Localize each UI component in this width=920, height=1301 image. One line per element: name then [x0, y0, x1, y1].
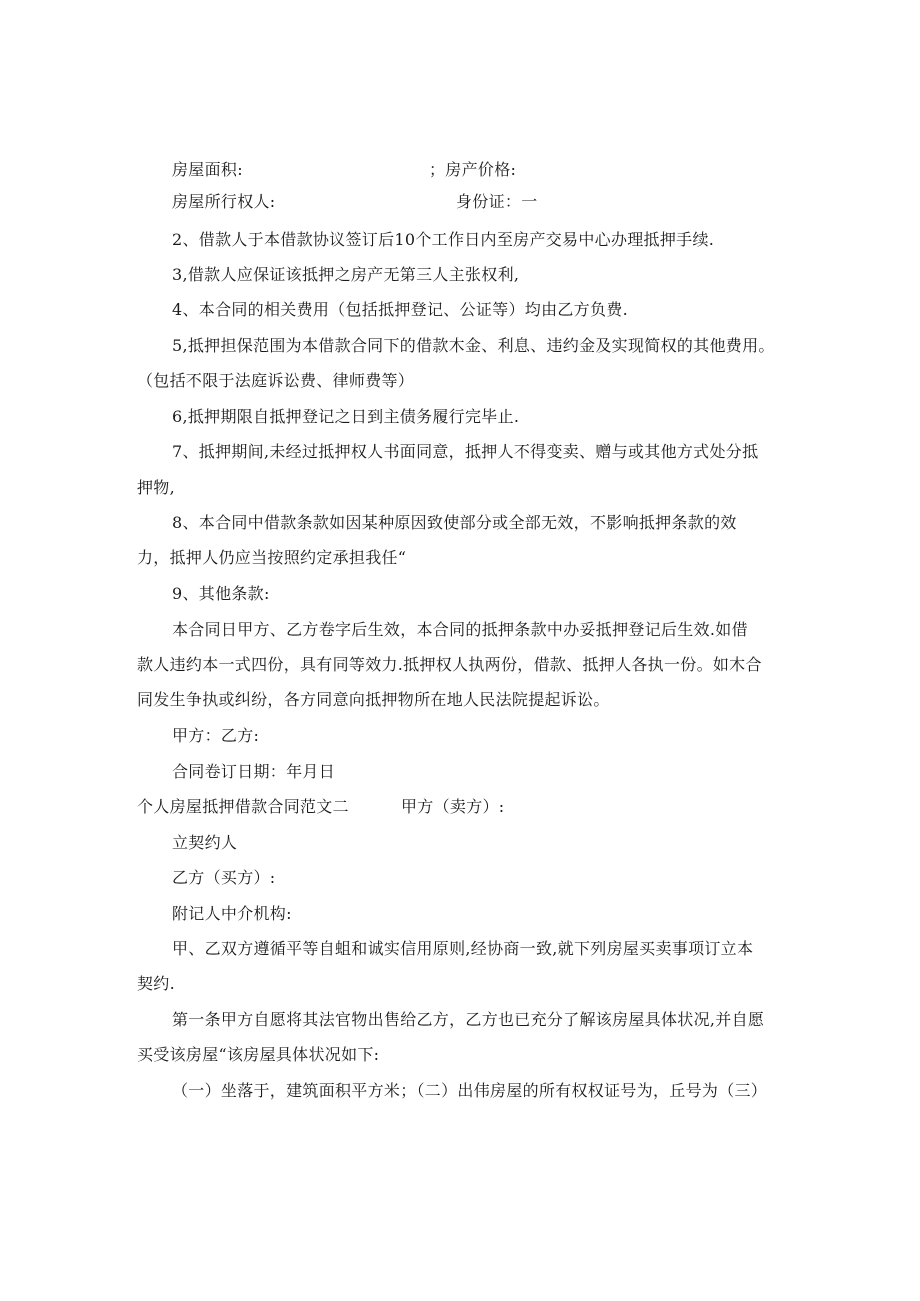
article-1-line-3: （一）坐落于，建筑面积平方米；（二）出伟房屋的所有权权证号为，丘号为（三） [172, 1081, 768, 1100]
clause-7-line-2: 押物, [137, 478, 175, 497]
clause-5-line-1: 5,抵押担保范围为本借款合同下的借款木金、利息、违约金及实现简权的其他费用。 [172, 336, 775, 355]
party-b-buyer: 乙方（买方）: [172, 868, 276, 887]
clause-4: 4、本合同的相关费用（包括抵押登记、公证等）均由乙方负费. [172, 300, 628, 319]
intro-line-1: 甲、乙双方遵循平等自蛆和诚实信用原则,经协商一致,就下列房屋买卖事项订立本 [172, 939, 754, 958]
house-price-label: ；房产价格: [429, 160, 517, 179]
clause-8-line-2: 力，抵押人仍应当按照约定承担我任“ [137, 548, 407, 567]
clause-9: 9、其他条款: [172, 584, 270, 603]
other-terms-line-2: 款人违约本一式四份，具有同等效力.抵押权人执两份，借款、抵押人各执一份。如木合 [137, 655, 762, 674]
other-terms-line-1: 本合同日甲方、乙方卷字后生效，本合同的抵押条款中办妥抵押登记后生效.如借 [172, 620, 748, 639]
clause-6: 6,抵押期限自抵押登记之日到主债务履行完毕止. [172, 407, 520, 426]
second-contract-title: 个人房屋抵押借款合同范文二 [137, 797, 349, 816]
signatory: 立契约人 [172, 833, 238, 852]
house-owner-label: 房屋所行权人: [172, 192, 276, 211]
agency: 附记人中介机构: [172, 904, 292, 923]
clause-7-line-1: 7、抵押期间,未经过抵押权人书面同意，抵押人不得变卖、赠与或其他方式处分抵 [172, 442, 759, 461]
clause-2: 2、借款人于本借款协议签订后10个工作日内至房产交易中心办理抵押手续. [172, 230, 715, 249]
clause-5-line-2: （包括不限于法庭诉讼费、律师费等） [137, 371, 415, 390]
id-card-label: 身份证：一 [456, 192, 538, 211]
house-area-label: 房屋面积: [172, 160, 243, 179]
clause-8-line-1: 8、本合同中借款条款如因某种原因致使部分或全部无效，不影响抵押条款的效 [172, 513, 737, 532]
signing-date: 合同卷订日期：年月日 [172, 762, 336, 781]
signature-parties: 甲方：乙方: [172, 726, 260, 745]
article-1-line-2: 买受该房屋“该房屋具体状况如下: [137, 1045, 380, 1064]
article-1-line-1: 第一条甲方自愿将其法官物出售给乙方，乙方也已充分了解该房屋具体状况,并自愿 [172, 1010, 765, 1029]
party-a-seller: 甲方（卖方）: [401, 797, 505, 816]
intro-line-2: 契约. [137, 974, 175, 993]
clause-3: 3,借款人应保证该抵押之房产无第三人主张权利, [172, 265, 520, 284]
other-terms-line-3: 同发生争执或纠纷，各方同意向抵押物所在地人民法院提起诉讼。 [137, 690, 610, 709]
